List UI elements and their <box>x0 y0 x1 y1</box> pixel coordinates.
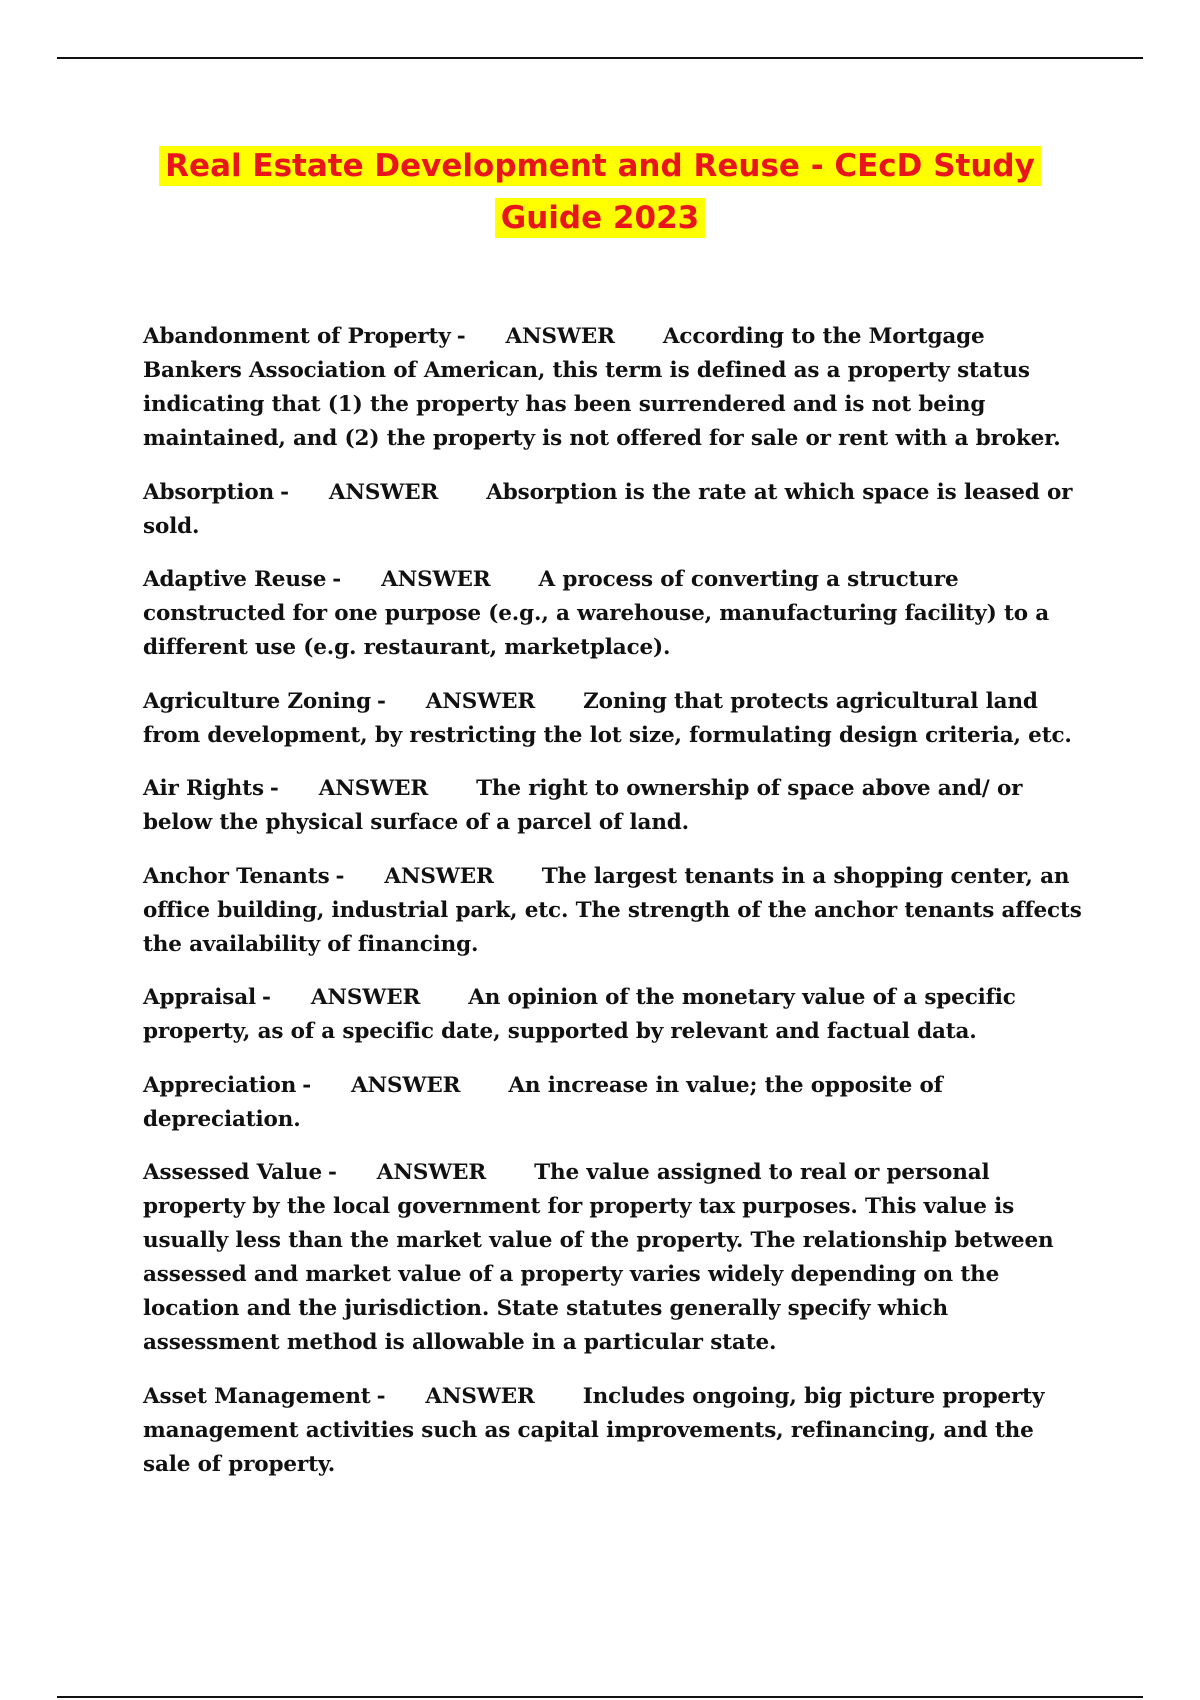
document-title <box>120 140 1080 244</box>
entry-term: Adaptive Reuse <box>143 567 327 592</box>
glossary-entry <box>143 1380 1083 1482</box>
entry-definition: The right to ownership of space above and/ or below the physical surface of a parcel of land. <box>143 776 1023 835</box>
glossary-entry <box>143 1069 1083 1137</box>
bottom-rule <box>57 1696 1143 1698</box>
entry-term: Abandonment of Property <box>143 324 451 349</box>
entry-definition: Includes ongoing, big picture property management activities such as capital improvements, refinancing, and the sale of property. <box>143 1383 1045 1477</box>
entry-term: Absorption <box>143 479 275 505</box>
entry-answer-label: ANSWER <box>381 567 491 592</box>
entry-dash: - <box>262 985 271 1010</box>
entry-answer-label: ANSWER <box>318 776 429 801</box>
entry-answer-label: ANSWER <box>310 985 421 1010</box>
entry-answer-label: ANSWER <box>328 479 439 505</box>
entry-term: Asset Management <box>143 1383 371 1409</box>
entry-definition: Absorption is the rate at which space is leased or sold. <box>143 479 1073 539</box>
entry-term: Assessed Value <box>143 1160 322 1185</box>
entry-term: Anchor Tenants <box>143 863 330 889</box>
entry-definition: According to the Mortgage Bankers Association of American, this term is defined as a property status indicating that (1) the property has been surrendered and is not being maintained, and (2) the property is not offered for sale or rent with a broker. <box>143 324 1061 451</box>
entry-definition: The largest tenants in a shopping center, an office building, industrial park, etc. The strength of the anchor tenants affects the availability of financing. <box>143 863 1082 957</box>
entry-term: Air Rights <box>143 776 264 801</box>
document-title-text: Real Estate Development and Reuse - CEcD Study Guide 2023 <box>159 146 1041 238</box>
entry-definition: The value assigned to real or personal property by the local government for property tax purposes. This value is usually less than the market value of the property. The relationship between assessed and market value of a property varies widely depending on the location and the jurisdiction. State statutes generally specify which assessment method is allowable in a particular state. <box>143 1160 1054 1355</box>
glossary-entry <box>143 476 1083 544</box>
top-rule <box>57 57 1143 59</box>
entry-definition: An opinion of the monetary value of a specific property, as of a specific date, supported by relevant and factual data. <box>143 985 1016 1044</box>
entry-dash: - <box>456 324 466 349</box>
entry-definition: Zoning that protects agricultural land from development, by restricting the lot size, formulating design criteria, etc. <box>143 688 1072 748</box>
entry-dash: - <box>335 863 345 889</box>
entry-answer-label: ANSWER <box>425 1383 535 1409</box>
entry-dash: - <box>302 1072 311 1098</box>
entry-dash: - <box>269 776 279 801</box>
entry-dash: - <box>332 567 342 592</box>
entry-answer-label: ANSWER <box>384 863 494 889</box>
entry-term: Appraisal <box>143 985 257 1010</box>
entry-definition: A process of converting a structure constructed for one purpose (e.g., a warehouse, manufacturing facility) to a different use (e.g. restaurant, marketplace). <box>143 567 1050 660</box>
glossary-entry <box>143 563 1083 665</box>
entry-dash: - <box>376 688 386 714</box>
entry-dash: - <box>376 1383 386 1409</box>
entry-term: Appreciation <box>143 1072 297 1098</box>
entry-dash: - <box>328 1160 337 1185</box>
entry-answer-label: ANSWER <box>505 324 615 349</box>
entry-term: Agriculture Zoning <box>143 688 371 714</box>
glossary-entry <box>143 1156 1083 1360</box>
entry-answer-label: ANSWER <box>376 1160 487 1185</box>
glossary-entry <box>143 320 1083 456</box>
entry-definition: An increase in value; the opposite of depreciation. <box>143 1072 943 1132</box>
glossary-entry <box>143 772 1083 840</box>
glossary-entry <box>143 685 1083 753</box>
entry-dash: - <box>280 479 289 505</box>
glossary-list <box>143 320 1083 1501</box>
entry-answer-label: ANSWER <box>351 1072 461 1098</box>
entry-answer-label: ANSWER <box>425 688 536 714</box>
glossary-entry <box>143 981 1083 1049</box>
glossary-entry <box>143 860 1083 962</box>
